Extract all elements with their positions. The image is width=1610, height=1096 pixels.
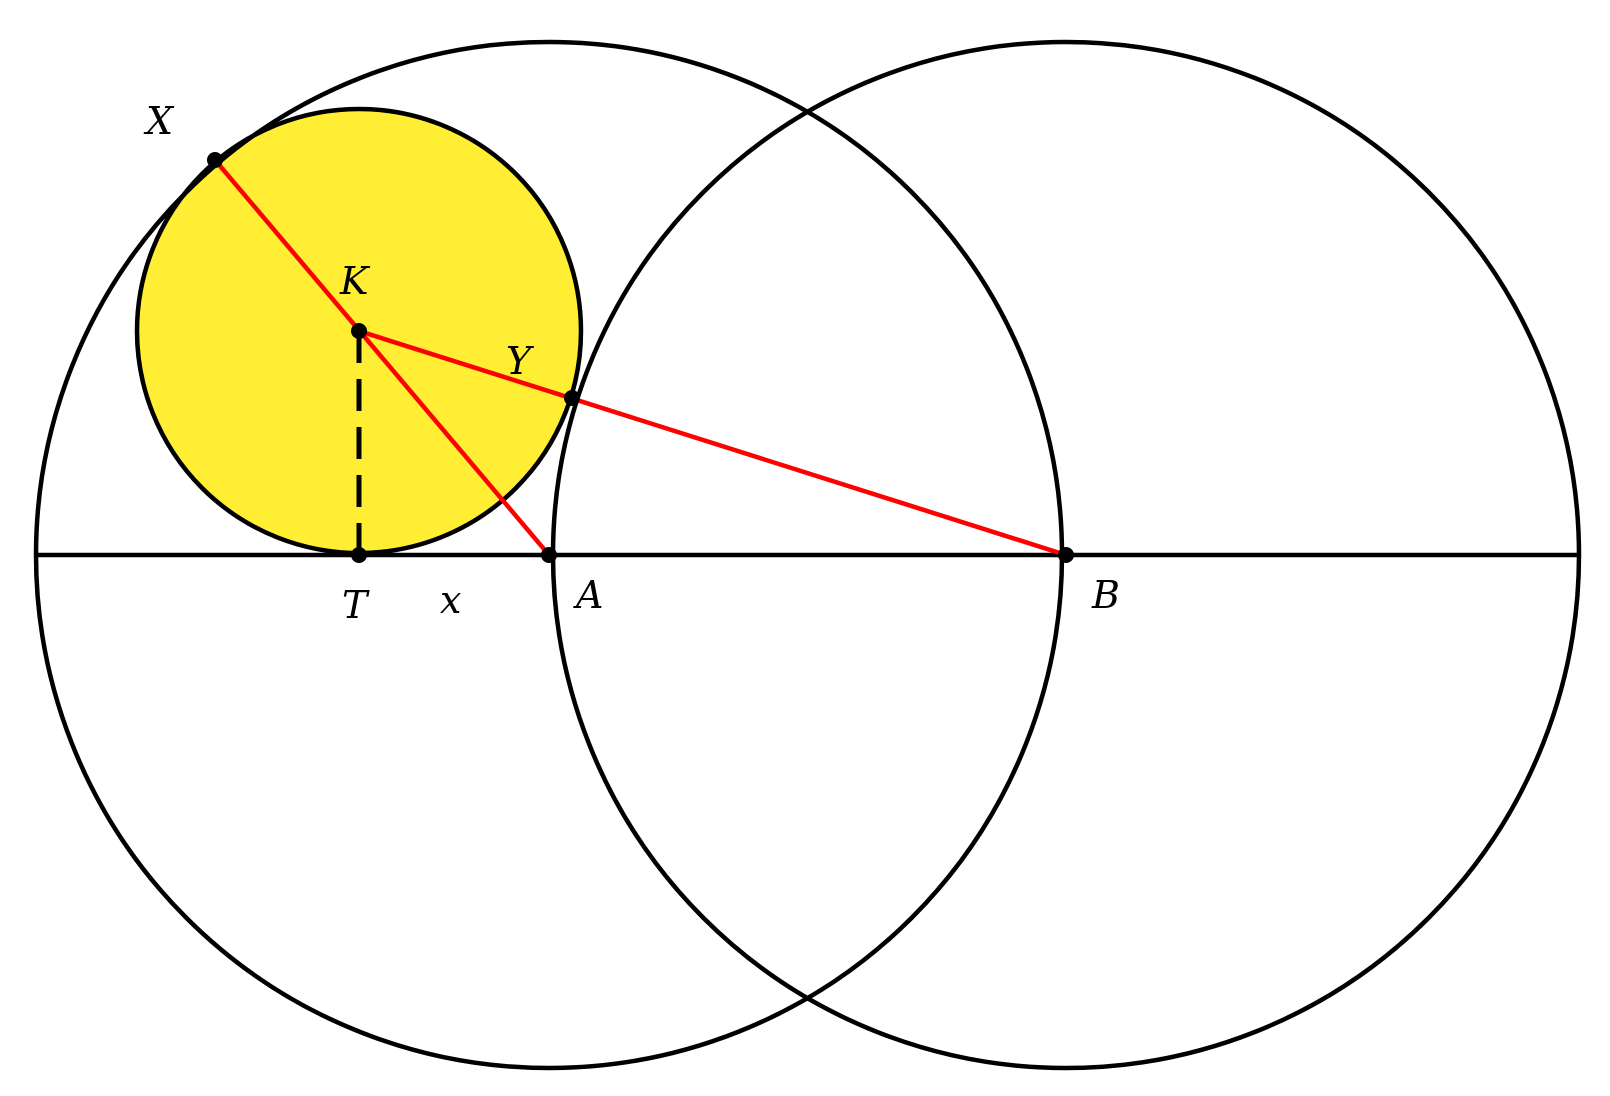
point-a — [541, 547, 557, 563]
point-x — [207, 152, 223, 168]
label-a: A — [576, 573, 604, 617]
label-segment-x: x — [440, 578, 462, 622]
label-t: T — [342, 583, 368, 627]
point-k — [351, 323, 367, 339]
point-y — [564, 390, 580, 406]
label-y: Y — [506, 339, 532, 383]
label-b: B — [1092, 573, 1120, 617]
point-b — [1058, 547, 1074, 563]
point-t — [351, 547, 367, 563]
label-k: K — [340, 259, 369, 303]
label-x: X — [146, 99, 174, 143]
